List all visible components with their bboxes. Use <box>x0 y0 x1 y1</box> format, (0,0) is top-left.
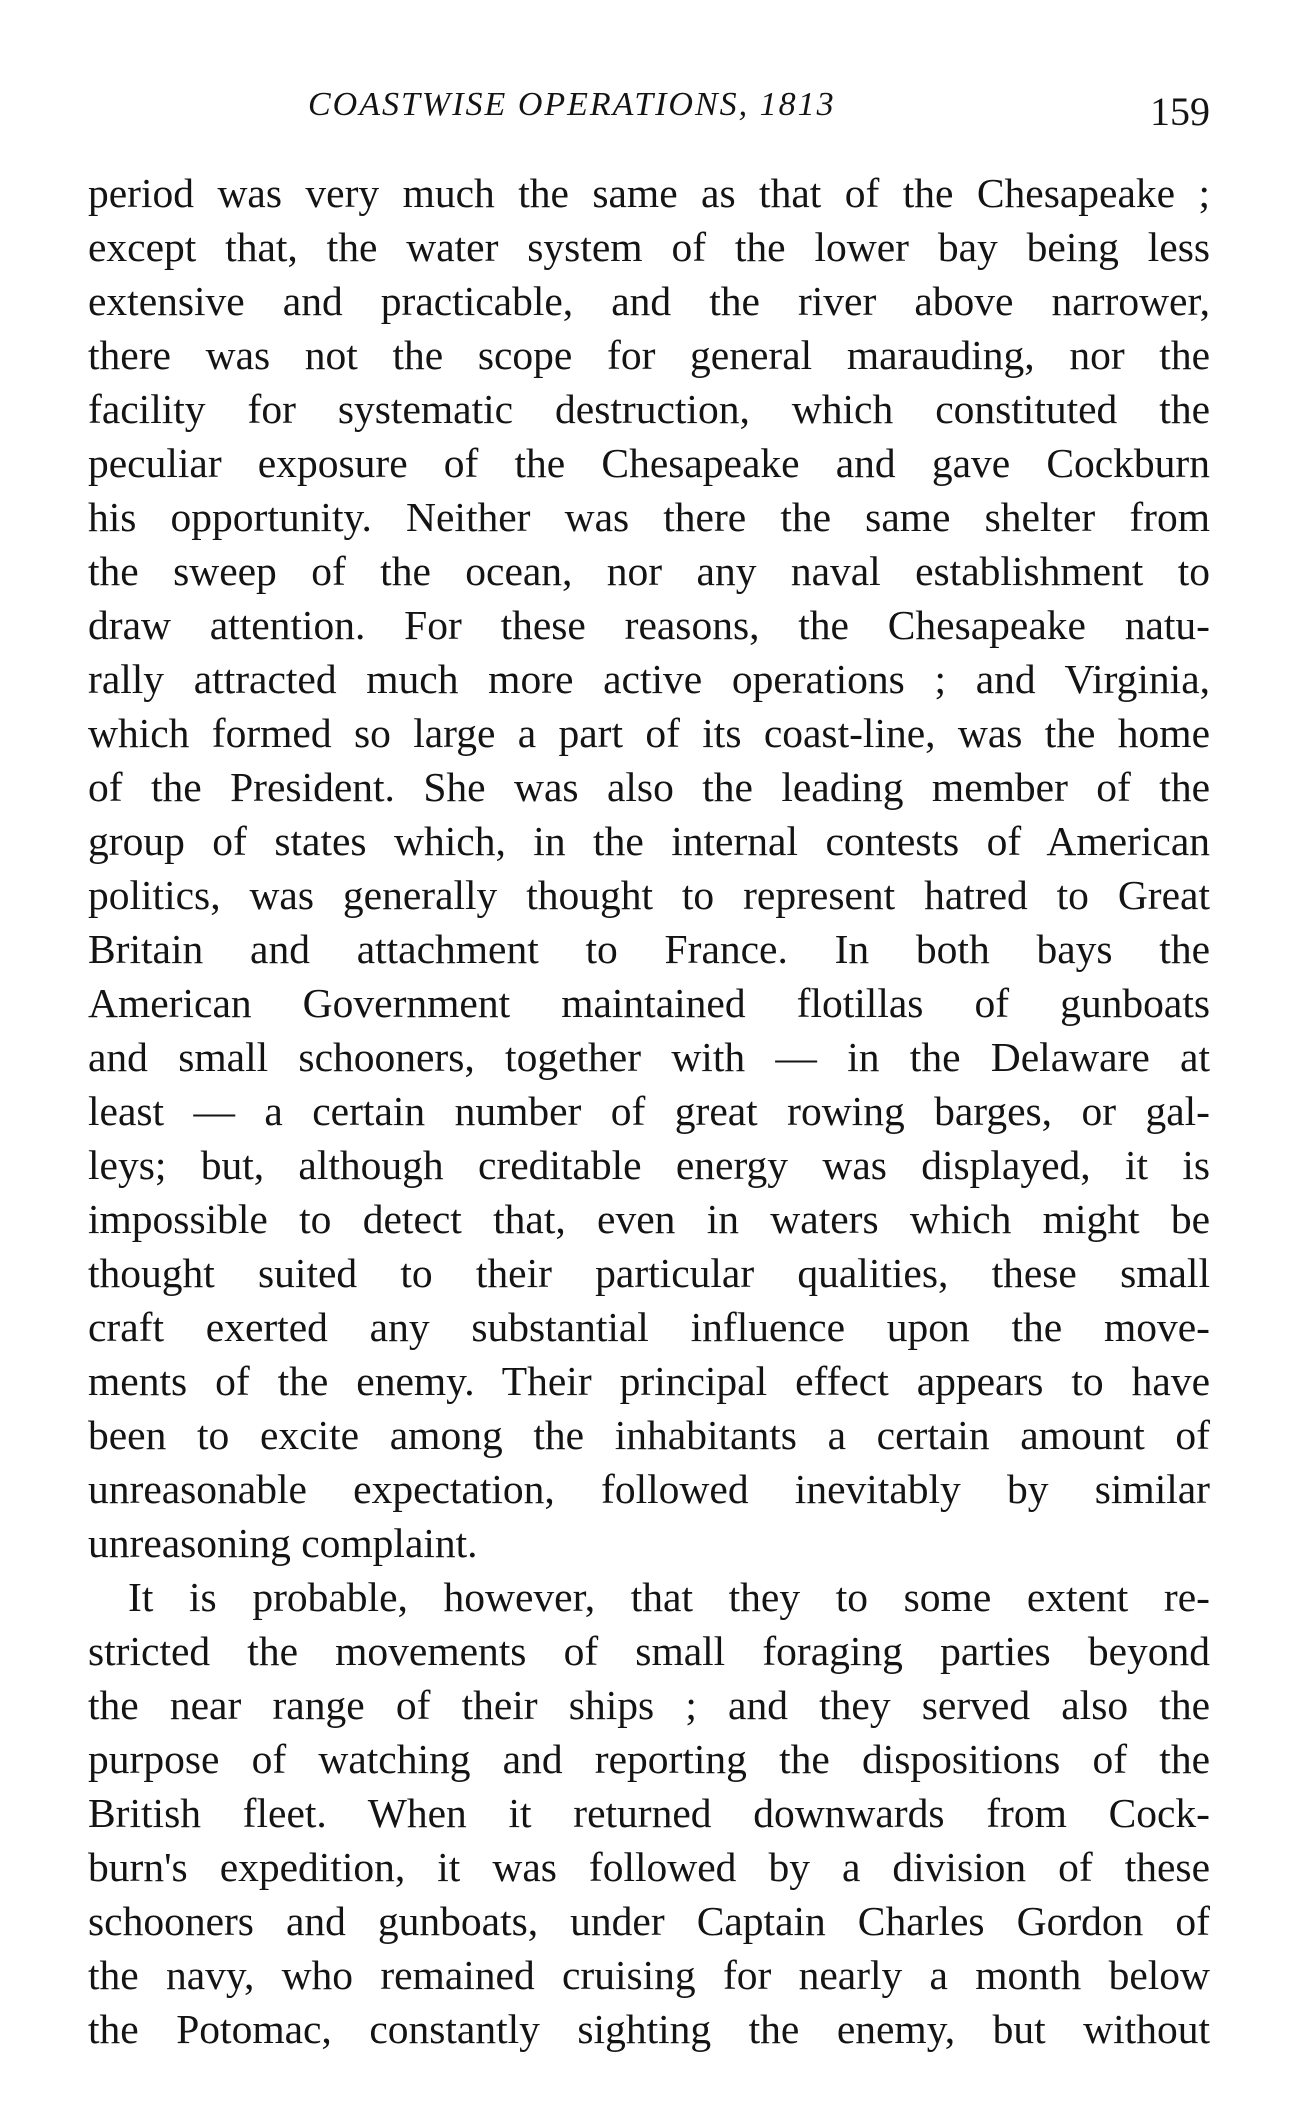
text-line: stricted the movements of small foraging parties beyond <box>88 1628 1210 1674</box>
text-line: the Potomac, constantly sighting the enemy, but without <box>88 2006 1210 2052</box>
text-line: British fleet. When it returned downwards from Cock- <box>88 1790 1210 1836</box>
text-line: of the President. She was also the leading member of the <box>88 764 1210 810</box>
text-line: rally attracted much more active operations ; and Virginia, <box>88 656 1210 702</box>
text-line: group of states which, in the internal contests of American <box>88 818 1210 864</box>
text-line: American Government maintained flotillas of gunboats <box>88 980 1210 1026</box>
page-number: 159 <box>1150 89 1210 134</box>
text-line: thought suited to their particular qualities, these small <box>88 1250 1210 1296</box>
text-line: which formed so large a part of its coast-line, was the home <box>88 710 1210 756</box>
text-line: there was not the scope for general marauding, nor the <box>88 332 1210 378</box>
text-line: peculiar exposure of the Chesapeake and gave Cockburn <box>88 440 1210 486</box>
text-line: draw attention. For these reasons, the Chesapeake natu- <box>88 602 1210 648</box>
text-line: unreasoning complaint. <box>88 1520 478 1566</box>
text-line: been to excite among the inhabitants a certain amount of <box>88 1412 1210 1458</box>
text-line: least — a certain number of great rowing barges, or gal- <box>88 1088 1210 1134</box>
paragraph-1 <box>88 166 1210 1570</box>
running-header <box>88 86 1210 150</box>
text-line: It is probable, however, that they to some extent re- <box>128 1574 1210 1620</box>
text-line: except that, the water system of the lower bay being less <box>88 224 1210 270</box>
text-line: schooners and gunboats, under Captain Charles Gordon of <box>88 1898 1210 1944</box>
text-line: extensive and practicable, and the river above narrower, <box>88 278 1210 324</box>
text-line: facility for systematic destruction, which constituted the <box>88 386 1210 432</box>
text-line: Britain and attachment to France. In both bays the <box>88 926 1210 972</box>
text-line: craft exerted any substantial influence upon the move- <box>88 1304 1210 1350</box>
text-line: leys; but, although creditable energy was displayed, it is <box>88 1142 1210 1188</box>
text-line: period was very much the same as that of the Chesapeake ; <box>88 170 1210 216</box>
book-page <box>88 86 1210 2056</box>
text-line: purpose of watching and reporting the dispositions of the <box>88 1736 1210 1782</box>
running-title: COASTWISE OPERATIONS, 1813 <box>308 86 836 123</box>
body-text <box>88 166 1210 2056</box>
text-line: the sweep of the ocean, nor any naval establishment to <box>88 548 1210 594</box>
text-line: the near range of their ships ; and they served also the <box>88 1682 1210 1728</box>
text-line: unreasonable expectation, followed inevitably by similar <box>88 1466 1210 1512</box>
text-line: the navy, who remained cruising for nearly a month below <box>88 1952 1210 1998</box>
paragraph-2 <box>88 1570 1210 2056</box>
text-line: impossible to detect that, even in waters which might be <box>88 1196 1210 1242</box>
text-line: burn's expedition, it was followed by a division of these <box>88 1844 1210 1890</box>
text-line: and small schooners, together with — in the Delaware at <box>88 1034 1210 1080</box>
text-line: politics, was generally thought to represent hatred to Great <box>88 872 1210 918</box>
text-line: his opportunity. Neither was there the same shelter from <box>88 494 1210 540</box>
text-line: ments of the enemy. Their principal effect appears to have <box>88 1358 1210 1404</box>
